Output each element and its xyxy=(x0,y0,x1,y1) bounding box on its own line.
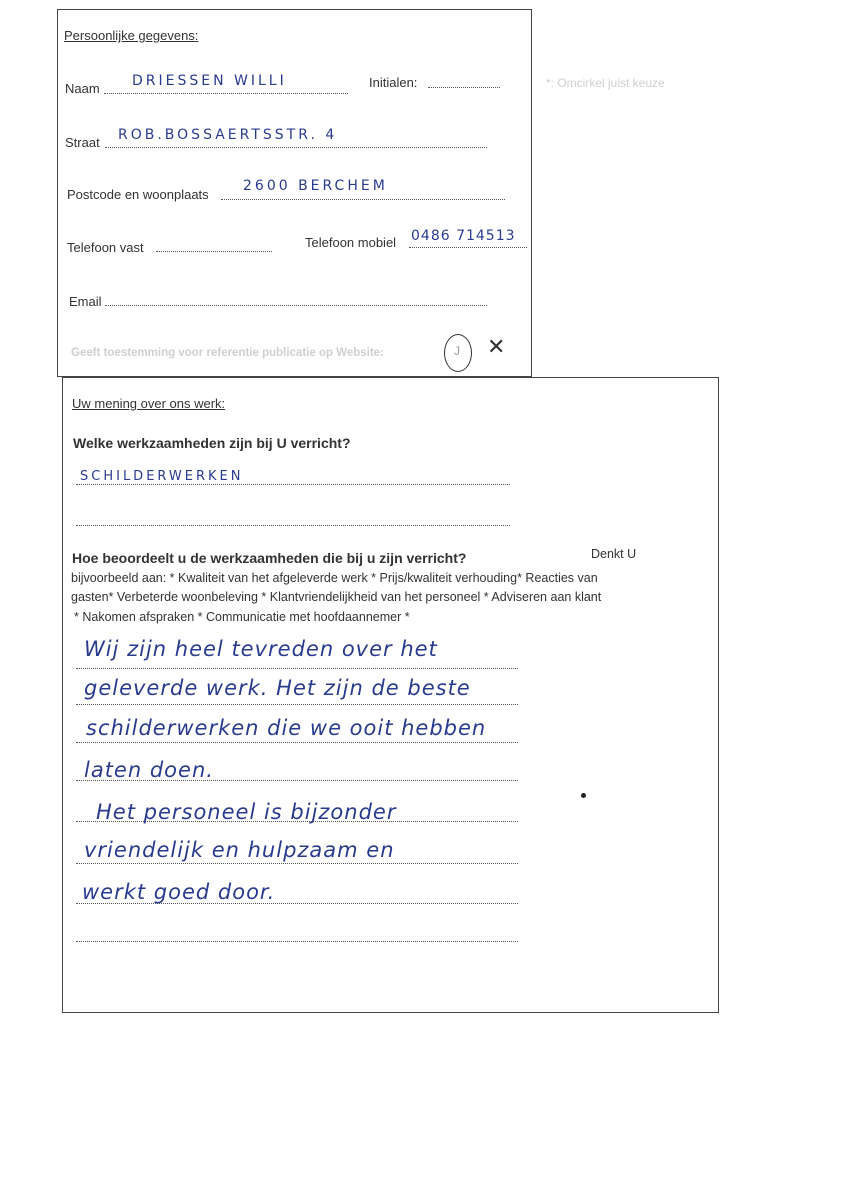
email-label: Email xyxy=(69,294,102,309)
postcode-field[interactable] xyxy=(221,199,505,200)
assessment-line-2[interactable] xyxy=(76,704,518,705)
straat-field[interactable] xyxy=(105,147,487,148)
handwritten-answer-line-3: schilderwerken die we ooit hebben xyxy=(86,716,487,740)
assessment-line-3[interactable] xyxy=(76,742,518,743)
telefoon-mobiel-label: Telefoon mobiel xyxy=(305,235,397,250)
assessment-line-6[interactable] xyxy=(76,863,518,864)
handwritten-answer-line-4: laten doen. xyxy=(84,758,214,782)
naam-handwritten-value: DRIESSEN WILLI xyxy=(132,73,287,89)
postcode-handwritten-value: 2600 BERCHEM xyxy=(243,178,388,194)
telefoon-vast-label: Telefoon vast xyxy=(67,240,144,255)
question-assessment-line-1: bijvoorbeeld aan: * Kwaliteit van het afgeleverde werk * Prijs/kwaliteit verhouding* Reacties van xyxy=(71,571,598,585)
initialen-label: Initialen: xyxy=(369,75,418,90)
work-answer-line-1[interactable] xyxy=(76,484,510,485)
handwritten-answer-line-7: werkt goed door. xyxy=(82,880,276,904)
straat-handwritten-value: ROB.BOSSAERTSSTR. 4 xyxy=(118,127,338,143)
opinion-header: Uw mening over ons werk: xyxy=(72,396,226,411)
question-assessment-line-3: * Nakomen afspraken * Communicatie met hoofdaannemer * xyxy=(74,610,410,624)
question-assessment-title: Hoe beoordeelt u de werkzaamheden die bij u zijn verricht? xyxy=(72,550,467,566)
naam-label: Naam xyxy=(65,81,100,96)
handwritten-answer-line-6: vriendelijk en hulpzaam en xyxy=(84,838,395,862)
personal-details-header: Persoonlijke gegevens: xyxy=(64,28,199,43)
question-assessment-line-2: gasten* Verbeterde woonbeleving * Klantvriendelijkheid van het personeel * Adviseren aan klant xyxy=(71,590,602,604)
ink-speck xyxy=(581,793,586,798)
assessment-line-8[interactable] xyxy=(76,941,518,942)
circle-choice-note: *: Omcirkel juist keuze xyxy=(546,76,665,90)
telefoon-mobiel-field[interactable] xyxy=(409,247,527,248)
telefoon-mobiel-handwritten-value: 0486 714513 xyxy=(411,228,516,244)
consent-cross-mark: ✕ xyxy=(487,335,506,360)
postcode-label: Postcode en woonplaats xyxy=(67,187,209,202)
consent-label: Geeft toestemming voor referentie publicatie op Website: xyxy=(71,347,384,359)
email-field[interactable] xyxy=(105,305,487,306)
assessment-line-1[interactable] xyxy=(76,668,518,669)
straat-label: Straat xyxy=(65,135,100,150)
handwritten-answer-line-2: geleverde werk. Het zijn de beste xyxy=(84,676,471,700)
work-answer-handwritten: SCHILDERWERKEN xyxy=(80,469,244,484)
handwritten-answer-line-5: Het personeel is bijzonder xyxy=(96,800,397,824)
handwritten-answer-line-1: Wij zijn heel tevreden over het xyxy=(84,637,438,661)
initialen-field[interactable] xyxy=(428,87,500,88)
question-work-performed: Welke werkzaamheden zijn bij U verricht? xyxy=(73,435,351,451)
consent-j-mark: J xyxy=(454,344,460,358)
work-answer-line-2[interactable] xyxy=(76,525,510,526)
telefoon-vast-field[interactable] xyxy=(156,251,272,252)
question-assessment-denkt: Denkt U xyxy=(591,547,637,561)
naam-field[interactable] xyxy=(104,93,348,94)
